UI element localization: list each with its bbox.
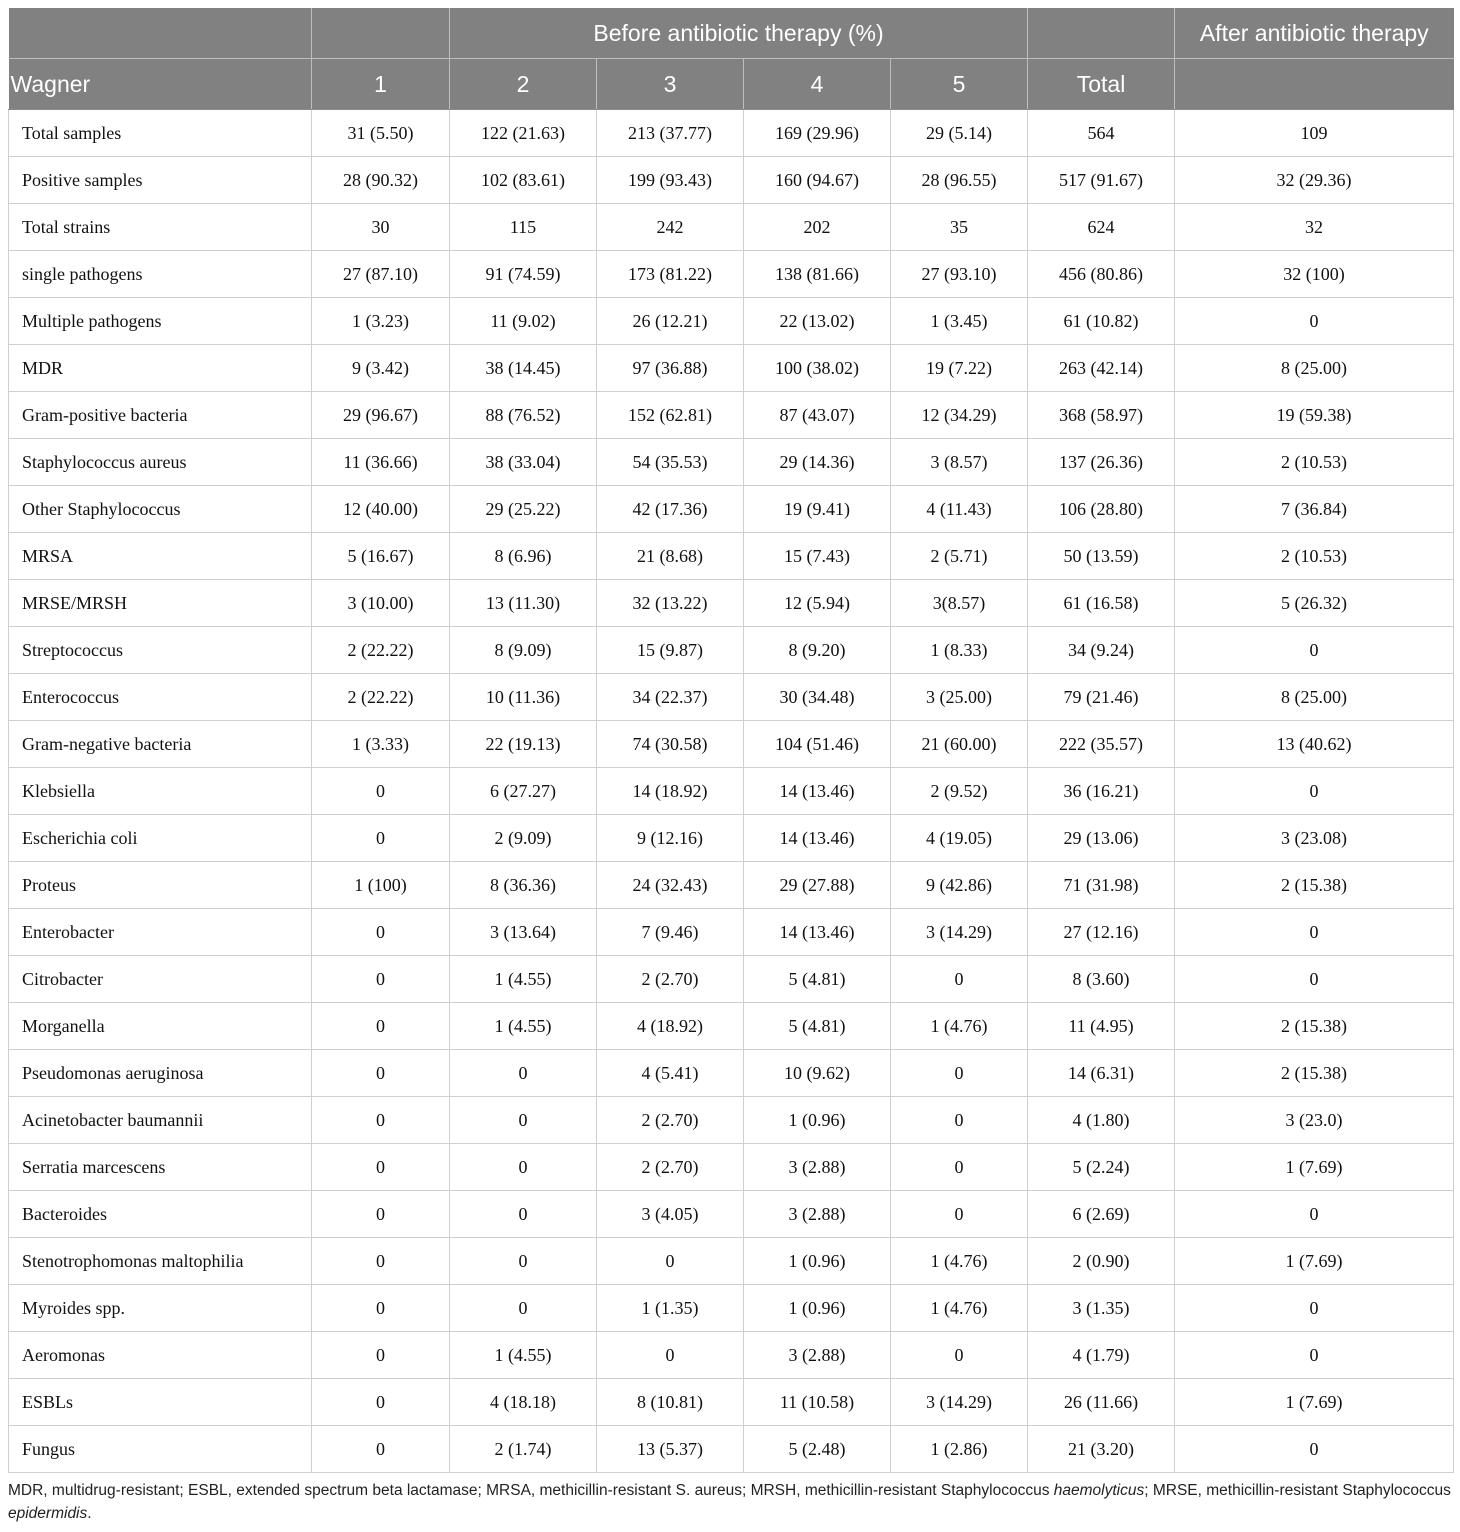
table-cell: 199 (93.43) [597,157,744,204]
table-cell: 0 [312,1144,450,1191]
table-cell: 61 (10.82) [1028,298,1175,345]
table-cell: 2 (10.53) [1175,533,1454,580]
row-label: Stenotrophomonas maltophilia [9,1238,312,1285]
header-empty-cell [312,8,450,59]
table-row [9,815,1454,862]
table-cell: 109 [1175,110,1454,157]
table-cell: 0 [891,1050,1028,1097]
table-cell: 91 (74.59) [450,251,597,298]
table-cell: 138 (81.66) [744,251,891,298]
table-cell: 8 (25.00) [1175,674,1454,721]
table-cell: 152 (62.81) [597,392,744,439]
row-label: Gram-negative bacteria [9,721,312,768]
table-cell: 30 [312,204,450,251]
table-cell: 5 (26.32) [1175,580,1454,627]
table-cell: 14 (6.31) [1028,1050,1175,1097]
table-cell: 3 (23.0) [1175,1097,1454,1144]
table-footnote [8,1479,1453,1525]
table-cell: 5 (16.67) [312,533,450,580]
table-cell: 564 [1028,110,1175,157]
table-cell: 3 (2.88) [744,1332,891,1379]
table-cell: 242 [597,204,744,251]
table-cell: 36 (16.21) [1028,768,1175,815]
table-cell: 0 [312,1003,450,1050]
header-grade-4: 4 [744,59,891,110]
footnote-italic-2: epidermidis [8,1505,88,1522]
row-label: Enterobacter [9,909,312,956]
row-label: Citrobacter [9,956,312,1003]
header-total: Total [1028,59,1175,110]
row-label: Klebsiella [9,768,312,815]
table-cell: 0 [1175,298,1454,345]
header-after [1175,59,1454,110]
table-cell: 1 (3.45) [891,298,1028,345]
table-body [9,110,1454,1473]
table-cell: 8 (6.96) [450,533,597,580]
row-label: Proteus [9,862,312,909]
table-cell: 0 [312,909,450,956]
table-cell: 10 (9.62) [744,1050,891,1097]
table-cell: 4 (11.43) [891,486,1028,533]
table-cell: 0 [1175,1285,1454,1332]
table-cell: 27 (12.16) [1028,909,1175,956]
table-cell: 1 (8.33) [891,627,1028,674]
table-cell: 0 [312,1050,450,1097]
table-cell: 8 (9.20) [744,627,891,674]
table-cell: 9 (12.16) [597,815,744,862]
table-cell: 3 (25.00) [891,674,1028,721]
table-cell: 29 (5.14) [891,110,1028,157]
table-cell: 3 (4.05) [597,1191,744,1238]
table-cell: 88 (76.52) [450,392,597,439]
row-label: Escherichia coli [9,815,312,862]
table-cell: 1 (1.35) [597,1285,744,1332]
table-cell: 9 (3.42) [312,345,450,392]
table-cell: 6 (2.69) [1028,1191,1175,1238]
table-row [9,862,1454,909]
table-cell: 100 (38.02) [744,345,891,392]
table-cell: 0 [312,1379,450,1426]
table-cell: 54 (35.53) [597,439,744,486]
table-cell: 8 (9.09) [450,627,597,674]
table-row [9,1285,1454,1332]
table-cell: 4 (5.41) [597,1050,744,1097]
table-cell: 2 (22.22) [312,627,450,674]
header-empty-cell [9,8,312,59]
table-cell: 8 (36.36) [450,862,597,909]
table-cell: 15 (9.87) [597,627,744,674]
footnote-text-1: MDR, multidrug-resistant; ESBL, extended spectrum beta lactamase; MRSA, methicillin-resistant S. aureus; MRSH, methicillin-resistant Staphylococcus [8,1482,1054,1499]
table-cell: 0 [450,1144,597,1191]
row-label: Morganella [9,1003,312,1050]
table-cell: 2 (2.70) [597,956,744,1003]
row-label: Multiple pathogens [9,298,312,345]
table-cell: 5 (2.24) [1028,1144,1175,1191]
table-row [9,439,1454,486]
table-cell: 7 (9.46) [597,909,744,956]
table-row [9,1332,1454,1379]
table-cell: 0 [891,1332,1028,1379]
table-cell: 2 (15.38) [1175,1050,1454,1097]
table-cell: 2 (2.70) [597,1097,744,1144]
table-cell: 79 (21.46) [1028,674,1175,721]
row-label: Bacteroides [9,1191,312,1238]
table-cell: 4 (1.79) [1028,1332,1175,1379]
table-cell: 1 (3.33) [312,721,450,768]
table-cell: 26 (12.21) [597,298,744,345]
row-label: Gram-positive bacteria [9,392,312,439]
row-label: Pseudomonas aeruginosa [9,1050,312,1097]
table-cell: 0 [597,1238,744,1285]
table-row [9,768,1454,815]
table-cell: 29 (27.88) [744,862,891,909]
row-label: Positive samples [9,157,312,204]
table-cell: 8 (25.00) [1175,345,1454,392]
table-cell: 8 (10.81) [597,1379,744,1426]
header-grade-2: 2 [450,59,597,110]
table-container [8,8,1453,1525]
table-cell: 3 (2.88) [744,1191,891,1238]
table-cell: 222 (35.57) [1028,721,1175,768]
table-row [9,1426,1454,1473]
header-row-columns [9,59,1454,110]
table-cell: 2 (0.90) [1028,1238,1175,1285]
table-row [9,1003,1454,1050]
table-row [9,580,1454,627]
table-cell: 21 (60.00) [891,721,1028,768]
table-cell: 3 (13.64) [450,909,597,956]
table-cell: 1 (4.55) [450,956,597,1003]
table-row [9,1097,1454,1144]
table-cell: 11 (9.02) [450,298,597,345]
table-cell: 368 (58.97) [1028,392,1175,439]
table-cell: 5 (4.81) [744,956,891,1003]
table-cell: 1 (4.55) [450,1332,597,1379]
table-row [9,298,1454,345]
table-cell: 0 [312,815,450,862]
row-label: MRSE/MRSH [9,580,312,627]
table-cell: 3 (23.08) [1175,815,1454,862]
table-row [9,1379,1454,1426]
table-cell: 32 [1175,204,1454,251]
table-cell: 213 (37.77) [597,110,744,157]
table-cell: 2 (10.53) [1175,439,1454,486]
footnote-italic-1: haemolyticus [1053,1482,1145,1499]
row-label: MRSA [9,533,312,580]
table-cell: 2 (9.52) [891,768,1028,815]
table-cell: 24 (32.43) [597,862,744,909]
table-cell: 0 [450,1097,597,1144]
table-cell: 3 (10.00) [312,580,450,627]
table-cell: 10 (11.36) [450,674,597,721]
table-cell: 3 (1.35) [1028,1285,1175,1332]
table-cell: 13 (40.62) [1175,721,1454,768]
table-cell: 35 [891,204,1028,251]
table-cell: 1 (0.96) [744,1285,891,1332]
table-cell: 1 (0.96) [744,1238,891,1285]
table-cell: 2 (1.74) [450,1426,597,1473]
header-grade-3: 3 [597,59,744,110]
table-cell: 19 (59.38) [1175,392,1454,439]
table-row [9,486,1454,533]
footnote-text-2: ; MRSE, methicillin-resistant Staphylococcus [1144,1482,1451,1499]
table-cell: 14 (13.46) [744,909,891,956]
table-cell: 2 (15.38) [1175,1003,1454,1050]
table-cell: 19 (9.41) [744,486,891,533]
row-label: Total strains [9,204,312,251]
table-cell: 517 (91.67) [1028,157,1175,204]
table-cell: 14 (18.92) [597,768,744,815]
table-cell: 0 [891,1191,1028,1238]
table-cell: 6 (27.27) [450,768,597,815]
table-cell: 22 (19.13) [450,721,597,768]
table-cell: 3 (2.88) [744,1144,891,1191]
table-cell: 0 [312,1238,450,1285]
table-cell: 0 [1175,956,1454,1003]
table-cell: 0 [891,956,1028,1003]
header-before-therapy: Before antibiotic therapy (%) [450,8,1028,59]
row-label: Myroides spp. [9,1285,312,1332]
table-cell: 26 (11.66) [1028,1379,1175,1426]
table-cell: 3 (8.57) [891,439,1028,486]
table-cell: 27 (87.10) [312,251,450,298]
table-row [9,1238,1454,1285]
table-cell: 38 (14.45) [450,345,597,392]
footnote-text-3: . [87,1505,92,1522]
table-cell: 12 (40.00) [312,486,450,533]
row-label: Total samples [9,110,312,157]
table-cell: 5 (2.48) [744,1426,891,1473]
table-cell: 29 (25.22) [450,486,597,533]
table-cell: 30 (34.48) [744,674,891,721]
table-cell: 13 (11.30) [450,580,597,627]
table-cell: 12 (5.94) [744,580,891,627]
header-grade-1: 1 [312,59,450,110]
table-cell: 31 (5.50) [312,110,450,157]
table-row [9,956,1454,1003]
table-cell: 4 (18.92) [597,1003,744,1050]
table-row [9,674,1454,721]
table-cell: 28 (96.55) [891,157,1028,204]
table-cell: 7 (36.84) [1175,486,1454,533]
table-row [9,392,1454,439]
row-label: Fungus [9,1426,312,1473]
table-cell: 14 (13.46) [744,768,891,815]
table-cell: 34 (9.24) [1028,627,1175,674]
table-cell: 11 (36.66) [312,439,450,486]
table-cell: 0 [312,956,450,1003]
table-cell: 34 (22.37) [597,674,744,721]
table-cell: 0 [1175,627,1454,674]
table-cell: 2 (9.09) [450,815,597,862]
table-cell: 0 [1175,1426,1454,1473]
table-cell: 0 [450,1191,597,1238]
table-cell: 0 [312,1285,450,1332]
table-cell: 11 (10.58) [744,1379,891,1426]
table-cell: 87 (43.07) [744,392,891,439]
table-cell: 13 (5.37) [597,1426,744,1473]
table-cell: 1 (7.69) [1175,1144,1454,1191]
table-cell: 122 (21.63) [450,110,597,157]
table-cell: 42 (17.36) [597,486,744,533]
table-cell: 3(8.57) [891,580,1028,627]
table-cell: 50 (13.59) [1028,533,1175,580]
table-cell: 456 (80.86) [1028,251,1175,298]
table-cell: 32 (29.36) [1175,157,1454,204]
table-cell: 29 (96.67) [312,392,450,439]
table-cell: 32 (13.22) [597,580,744,627]
table-cell: 0 [312,1097,450,1144]
pathogen-table [8,8,1454,1473]
table-cell: 0 [450,1050,597,1097]
table-cell: 21 (8.68) [597,533,744,580]
table-cell: 28 (90.32) [312,157,450,204]
table-cell: 1 (4.55) [450,1003,597,1050]
table-cell: 106 (28.80) [1028,486,1175,533]
table-cell: 5 (4.81) [744,1003,891,1050]
table-cell: 0 [312,1191,450,1238]
table-row [9,110,1454,157]
table-cell: 0 [312,768,450,815]
row-label: Serratia marcescens [9,1144,312,1191]
table-cell: 38 (33.04) [450,439,597,486]
table-cell: 0 [1175,768,1454,815]
table-cell: 3 (14.29) [891,909,1028,956]
header-empty-cell [1028,8,1175,59]
row-label: Enterococcus [9,674,312,721]
table-row [9,909,1454,956]
table-cell: 22 (13.02) [744,298,891,345]
table-row [9,627,1454,674]
table-cell: 1 (7.69) [1175,1238,1454,1285]
row-label: Streptococcus [9,627,312,674]
row-label: single pathogens [9,251,312,298]
row-label: ESBLs [9,1379,312,1426]
table-cell: 1 (3.23) [312,298,450,345]
row-label: MDR [9,345,312,392]
table-cell: 1 (7.69) [1175,1379,1454,1426]
table-cell: 0 [891,1144,1028,1191]
table-cell: 3 (14.29) [891,1379,1028,1426]
table-cell: 11 (4.95) [1028,1003,1175,1050]
table-cell: 169 (29.96) [744,110,891,157]
table-cell: 2 (5.71) [891,533,1028,580]
header-grade-5: 5 [891,59,1028,110]
row-label: Staphylococcus aureus [9,439,312,486]
row-label: Other Staphylococcus [9,486,312,533]
table-cell: 97 (36.88) [597,345,744,392]
table-cell: 0 [450,1238,597,1285]
table-cell: 2 (15.38) [1175,862,1454,909]
table-cell: 160 (94.67) [744,157,891,204]
table-cell: 624 [1028,204,1175,251]
table-cell: 202 [744,204,891,251]
header-after-therapy: After antibiotic therapy [1175,8,1454,59]
table-cell: 61 (16.58) [1028,580,1175,627]
table-cell: 29 (14.36) [744,439,891,486]
row-label: Aeromonas [9,1332,312,1379]
table-cell: 29 (13.06) [1028,815,1175,862]
table-cell: 4 (19.05) [891,815,1028,862]
table-cell: 104 (51.46) [744,721,891,768]
table-cell: 102 (83.61) [450,157,597,204]
table-cell: 1 (100) [312,862,450,909]
table-row [9,1191,1454,1238]
table-cell: 27 (93.10) [891,251,1028,298]
table-cell: 32 (100) [1175,251,1454,298]
table-cell: 4 (1.80) [1028,1097,1175,1144]
table-cell: 1 (4.76) [891,1285,1028,1332]
table-cell: 4 (18.18) [450,1379,597,1426]
table-cell: 2 (2.70) [597,1144,744,1191]
table-cell: 19 (7.22) [891,345,1028,392]
header-row-group [9,8,1454,59]
table-row [9,251,1454,298]
table-cell: 263 (42.14) [1028,345,1175,392]
table-cell: 1 (4.76) [891,1003,1028,1050]
table-row [9,533,1454,580]
table-cell: 9 (42.86) [891,862,1028,909]
table-cell: 15 (7.43) [744,533,891,580]
table-cell: 0 [597,1332,744,1379]
table-cell: 74 (30.58) [597,721,744,768]
table-cell: 1 (4.76) [891,1238,1028,1285]
table-row [9,1144,1454,1191]
table-cell: 1 (2.86) [891,1426,1028,1473]
table-row [9,204,1454,251]
table-cell: 0 [312,1426,450,1473]
table-cell: 0 [891,1097,1028,1144]
header-wagner: Wagner [9,59,312,110]
table-cell: 0 [450,1285,597,1332]
table-cell: 12 (34.29) [891,392,1028,439]
table-cell: 8 (3.60) [1028,956,1175,1003]
table-cell: 115 [450,204,597,251]
table-cell: 0 [312,1332,450,1379]
table-row [9,1050,1454,1097]
table-cell: 71 (31.98) [1028,862,1175,909]
table-cell: 0 [1175,909,1454,956]
table-row [9,721,1454,768]
table-cell: 0 [1175,1191,1454,1238]
table-row [9,157,1454,204]
row-label: Acinetobacter baumannii [9,1097,312,1144]
table-cell: 173 (81.22) [597,251,744,298]
table-cell: 1 (0.96) [744,1097,891,1144]
table-cell: 21 (3.20) [1028,1426,1175,1473]
table-row [9,345,1454,392]
table-cell: 2 (22.22) [312,674,450,721]
table-cell: 0 [1175,1332,1454,1379]
table-cell: 137 (26.36) [1028,439,1175,486]
table-cell: 14 (13.46) [744,815,891,862]
